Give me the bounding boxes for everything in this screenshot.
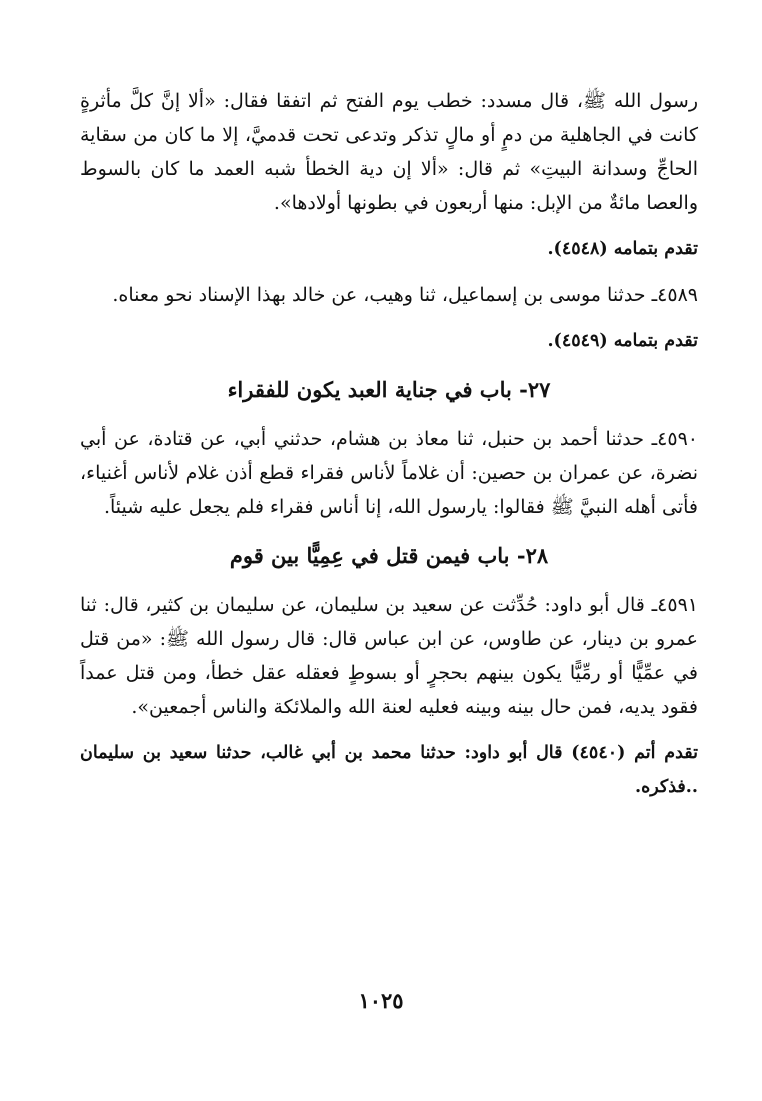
chapter-heading-28: ٢٨- باب فيمن قتل في عِمِيًّا بين قوم <box>229 543 549 568</box>
page-number: ١٠٢٥ <box>358 988 404 1013</box>
hadith-text-continuation: رسول الله ﷺ، قال مسدد: خطب يوم الفتح ثم اتفقا فقال: «ألا إنَّ كلَّ مأثرةٍ كانت في الجاهلية من دمٍ أو مالٍ تذكر وتدعى تحت قدميَّ، إلا ما كان من سقاية الحاجِّ وسدانة البيتِ» ثم قال: «ألا إن دية الخطأ شبه العمد ما كان بالسوط والعصا مائةٌ من الإبل: منها أربعون في بطونها أولادها». <box>80 90 698 214</box>
hadith-4589: ٤٥٨٩ـ حدثنا موسى بن إسماعيل، ثنا وهيب، عن خالد بهذا الإسناد نحو معناه. <box>112 284 698 306</box>
hadith-4590: ٤٥٩٠ـ حدثنا أحمد بن حنبل، ثنا معاذ بن هشام، حدثني أبي، عن قتادة، عن أبي نضرة، عن عمران بن حصين: أن غلاماً لأناس فقراء قطع أذن غلام لأناس أغنياء، فأتى أهله النبيَّ ﷺ فقالوا: يارسول الله، إنا أناس فقراء فلم يجعل عليه شيئاً. <box>80 428 698 518</box>
hadith-4591: ٤٥٩١ـ قال أبو داود: حُدِّثت عن سعيد بن سليمان، عن سليمان بن كثير، قال: ثنا عمرو بن دينار، عن طاوس، عن ابن عباس قال: قال رسول الله ﷺ: «من قتل في عمِّيًّا أو رمِّيًّا يكون بينهم بحجرٍ أو بسوطٍ فعقله عقل خطأ، ومن قتل عمداً فقود يديه، فمن حال بينه وبينه فعليه لعنة الله والملائكة والناس أجمعين». <box>80 594 698 718</box>
chapter-heading-27: ٢٧- باب في جناية العبد يكون للفقراء <box>227 377 551 402</box>
page-body <box>80 84 698 816</box>
cross-reference-note: تقدم بتمامه (٤٥٤٩). <box>547 331 698 351</box>
cross-reference-note: تقدم أتم (٤٥٤٠) قال أبو داود: حدثنا محمد بن أبي غالب، حدثنا سعيد بن سليمان ..فذكره. <box>80 743 699 797</box>
cross-reference-note: تقدم بتمامه (٤٥٤٨). <box>547 239 698 259</box>
